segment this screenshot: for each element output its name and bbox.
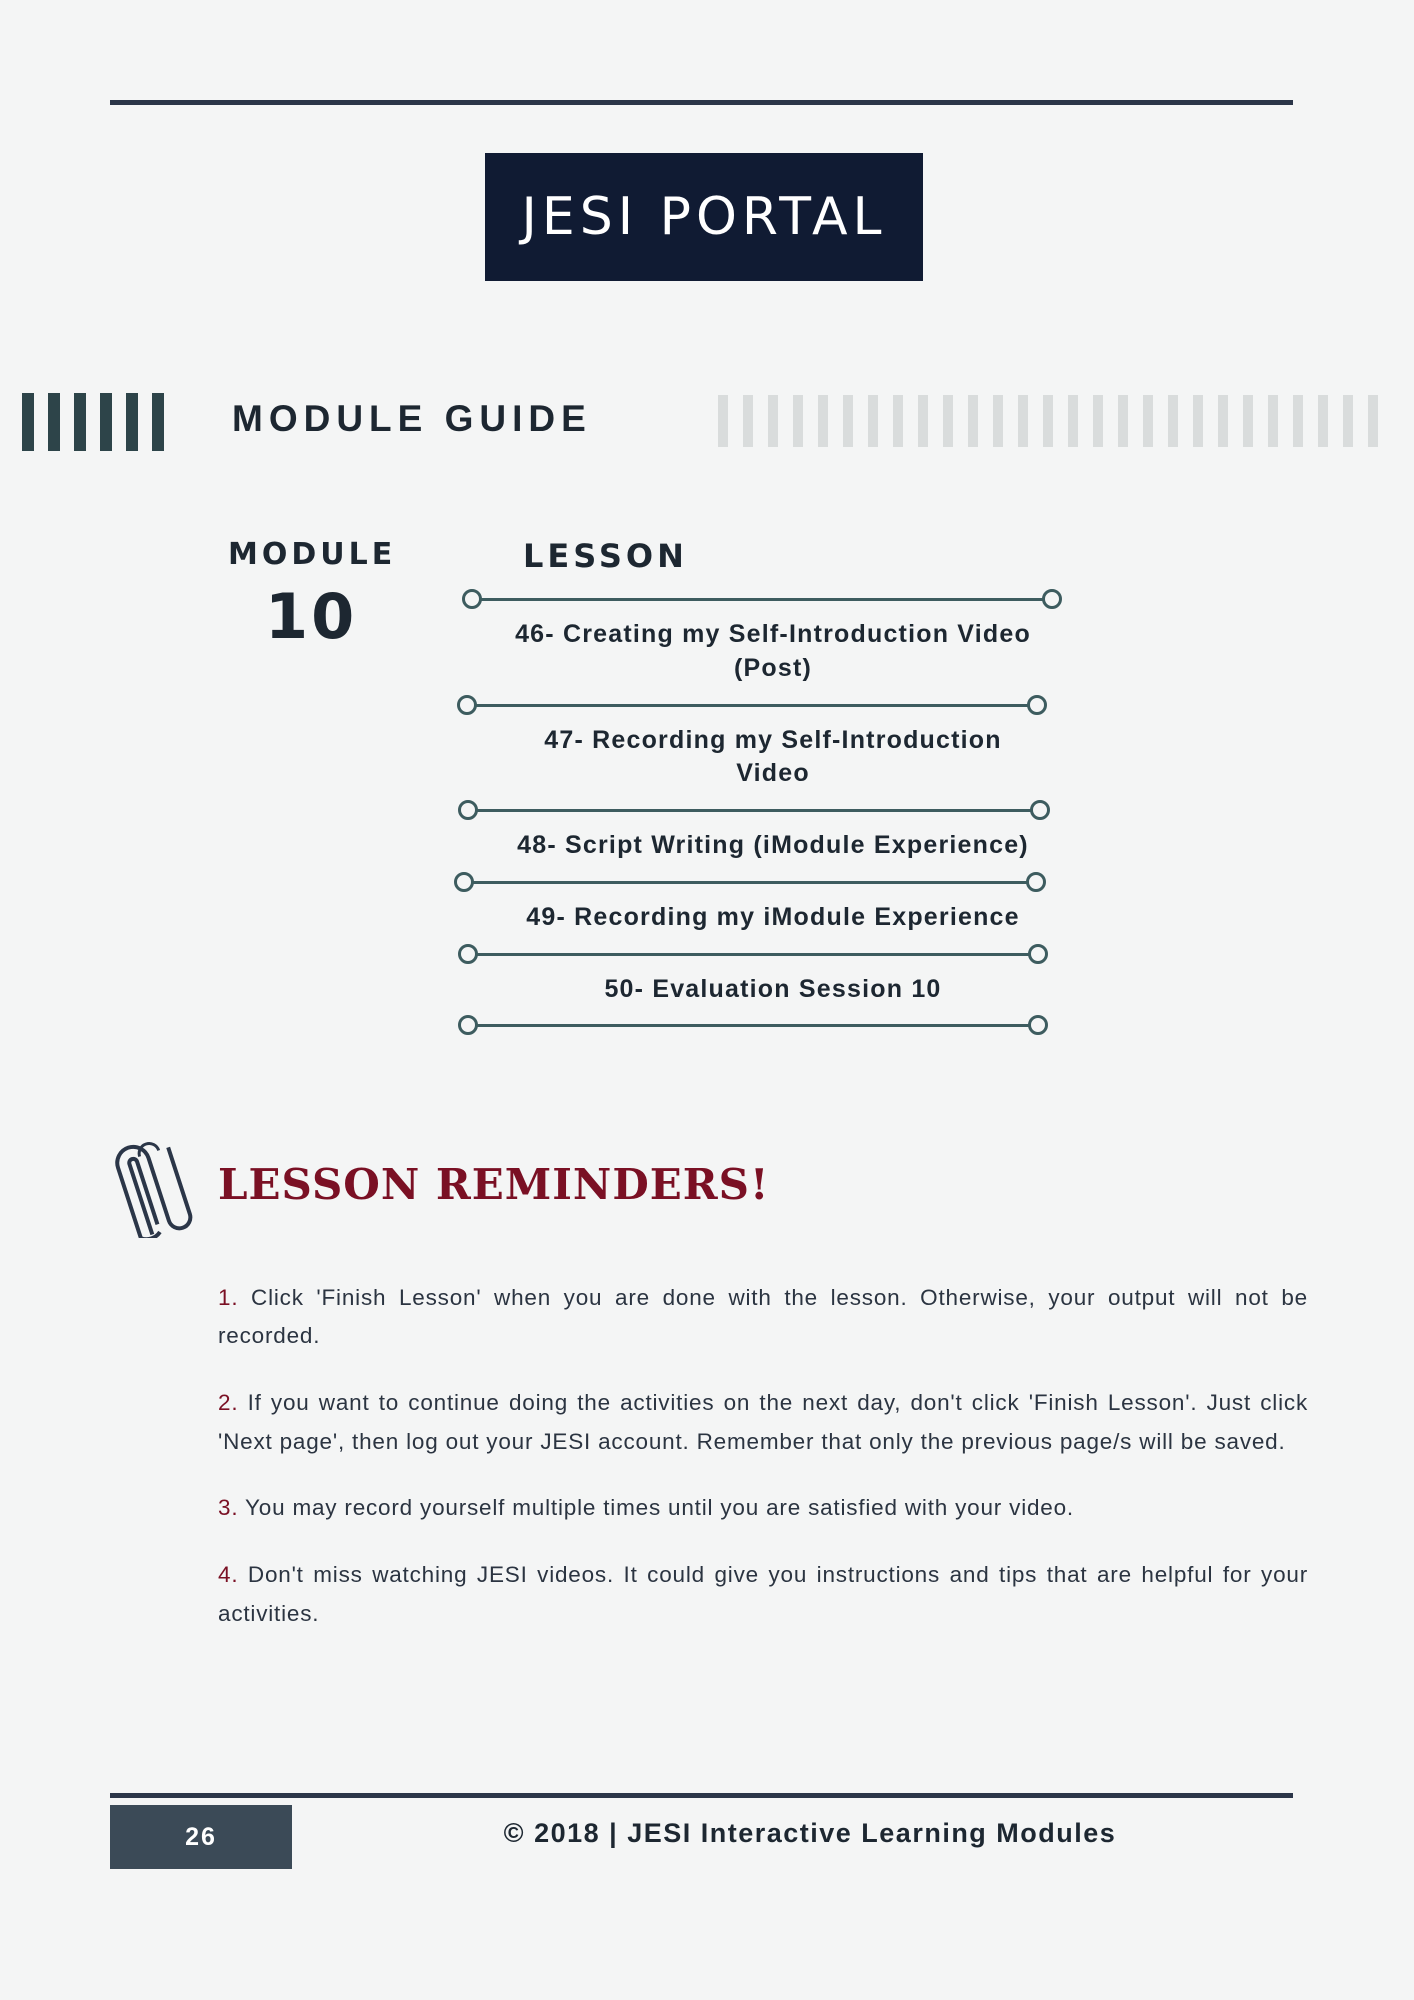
- top-divider: [110, 100, 1293, 105]
- lesson-list: [452, 586, 1072, 1038]
- lesson-divider: [452, 586, 1072, 612]
- reminder-number: 2.: [218, 1389, 239, 1415]
- lesson-item: 47- Recording my Self-Introduction Video: [544, 725, 1002, 788]
- portal-title: JESI PORTAL: [521, 187, 887, 247]
- lesson-label: LESSON: [523, 537, 688, 575]
- reminder-number: 3.: [218, 1495, 239, 1521]
- band-bars-left-icon: [22, 393, 164, 451]
- band-bars-right-icon: [718, 395, 1378, 447]
- reminder-item: [218, 1384, 1308, 1461]
- module-guide-heading: MODULE GUIDE: [232, 398, 592, 439]
- module-guide-band: [0, 388, 1414, 458]
- reminder-text: If you want to continue doing the activities on the next day, don't click 'Finish Lesson'. Just click 'Next page', then log out your JESI account. Remember that only the previous page/s will be saved.: [218, 1389, 1308, 1454]
- module-number: 10: [265, 580, 358, 653]
- paperclip-icon: [108, 1128, 208, 1238]
- lesson-divider: [448, 941, 1058, 967]
- module-label: MODULE: [228, 537, 397, 572]
- portal-title-box: [485, 153, 923, 281]
- lesson-divider: [447, 692, 1057, 718]
- reminders-list: [218, 1256, 1308, 1661]
- footer-copyright: © 2018 | JESI Interactive Learning Modules: [503, 1818, 1117, 1848]
- page-number: 26: [185, 1822, 217, 1851]
- lesson-item: 50- Evaluation Session 10: [604, 974, 942, 1003]
- lesson-item: 46- Creating my Self-Introduction Video (Post): [515, 620, 1031, 682]
- lesson-divider: [448, 1012, 1058, 1038]
- reminder-text: You may record yourself multiple times until you are satisfied with your video.: [238, 1495, 1074, 1521]
- reminder-item: [218, 1489, 1308, 1528]
- reminder-item: [218, 1279, 1308, 1356]
- lesson-divider: [444, 869, 1056, 895]
- reminder-text: Don't miss watching JESI videos. It could give you instructions and tips that are helpful for your activities.: [218, 1561, 1308, 1626]
- reminder-item: [218, 1556, 1308, 1633]
- page-number-badge: [110, 1805, 292, 1869]
- lesson-item: 49- Recording my iModule Experience: [526, 902, 1020, 931]
- reminder-text: Click 'Finish Lesson' when you are done with the lesson. Otherwise, your output will not be recorded.: [218, 1284, 1308, 1349]
- footer-divider: [110, 1793, 1293, 1798]
- lesson-reminders-title: LESSON REMINDERS!: [218, 1160, 770, 1209]
- reminder-number: 4.: [218, 1561, 239, 1587]
- reminder-number: 1.: [218, 1284, 239, 1310]
- lesson-item: 48- Script Writing (iModule Experience): [517, 831, 1029, 859]
- lesson-divider: [448, 797, 1060, 823]
